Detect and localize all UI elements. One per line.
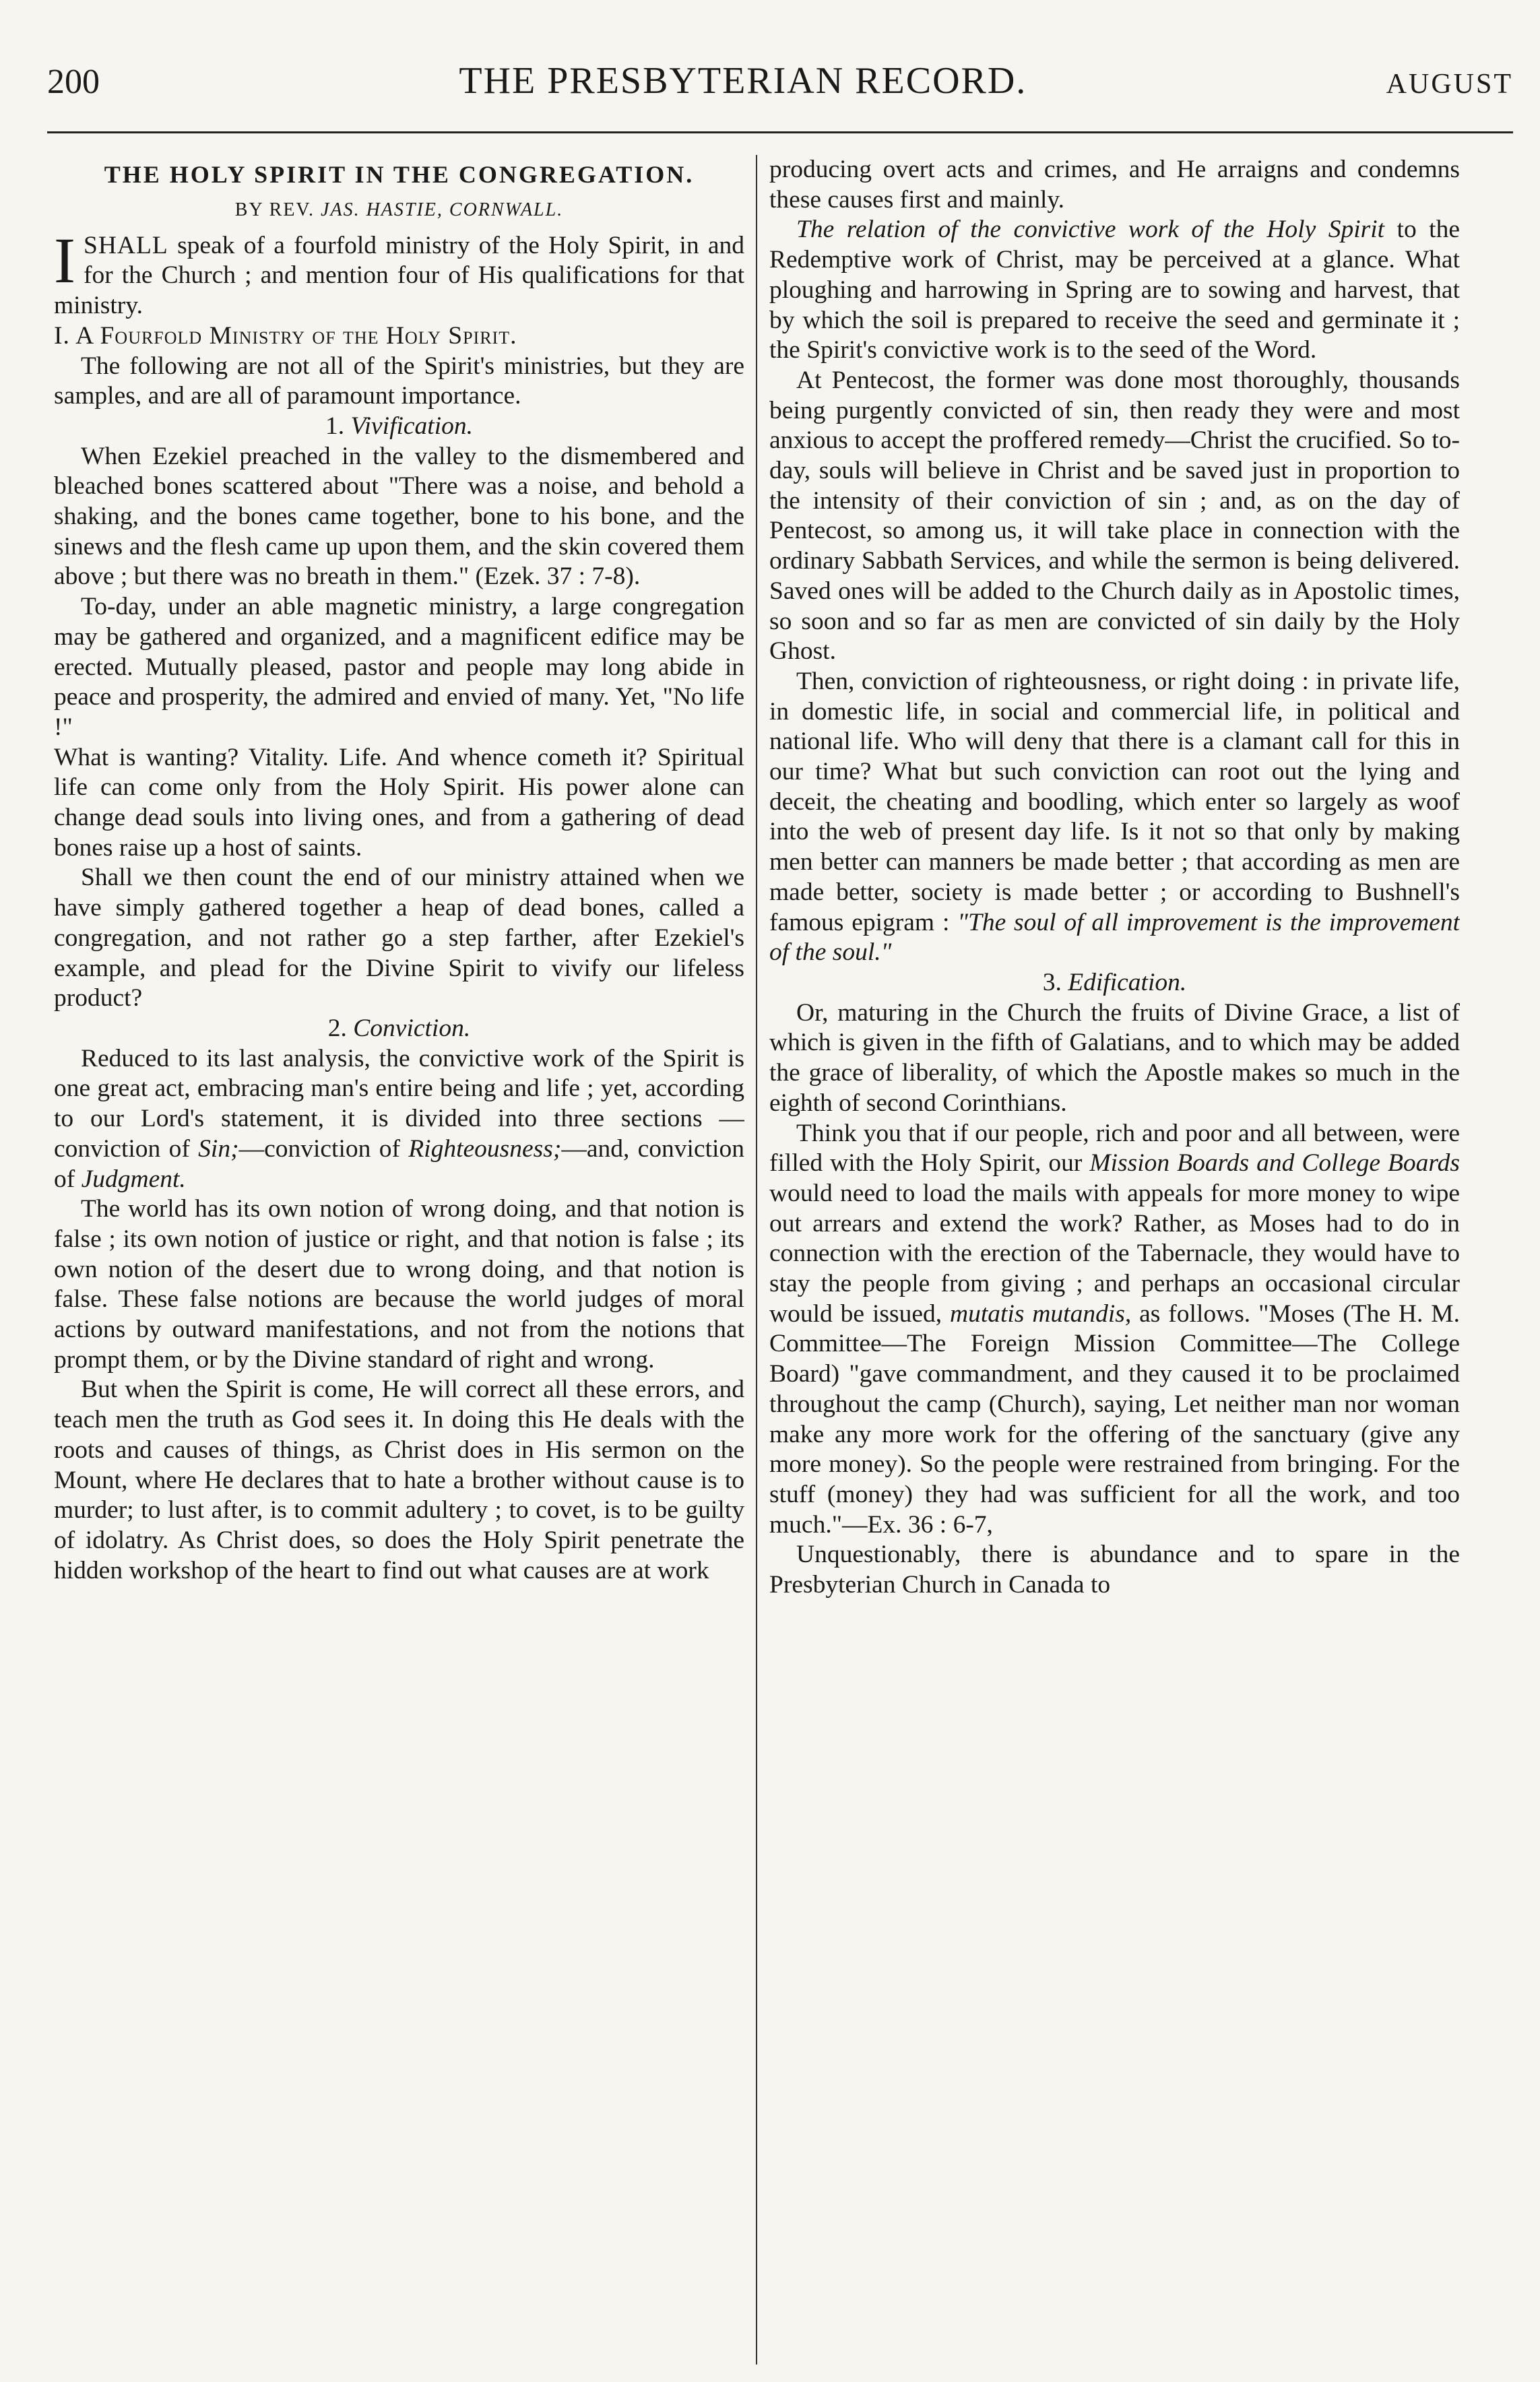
paragraph-unquestionably: Unquestionably, there is abundance and to spare in the Presbyterian Church in Canada to: [769, 1541, 1460, 1599]
issue-month: AUGUST: [1386, 69, 1513, 100]
subhead-number: 1.: [325, 412, 345, 440]
text-run: to the Redemptive work of Christ, may be perceived at a glance. What ploughing and harrowing in Spring are to sowing and harvest, that by which the soil is prepared to receive the seed and germinate it ; the Spirit's convictive work is to the seed of the Word.: [769, 216, 1460, 364]
byline-author: JAS. HASTIE, CORNWALL.: [321, 199, 564, 220]
section-heading: I. A Fourfold Ministry of the Holy Spirit.: [54, 321, 517, 350]
text-run: Think you that if our people, rich and poor and all between, were filled with the Holy Spirit, our: [769, 1119, 1460, 1178]
paragraph-relation: [769, 215, 1460, 366]
intro-lead: SHALL: [83, 231, 168, 259]
emphasis-sin: Sin;: [198, 1134, 239, 1163]
subhead-edification: [769, 968, 1460, 998]
emphasis-epigram: "The soul of all improvement is the improvement of the soul.": [769, 908, 1460, 967]
paragraph-world: The world has its own notion of wrong doing, and that notion is false ; its own notion of justice or right, and that notion is false ; its own notion of the desert due to wrong doing, and that notion is false. These false notions are because the world judges of moral actions by outward manifestations, and not from the notions that prompt them, or by the Divine standard of right and wrong.: [54, 1195, 744, 1374]
left-column: [54, 155, 744, 2358]
text-run: —conviction of: [238, 1134, 409, 1163]
paragraph-reduced: [54, 1044, 744, 1195]
right-column: [769, 155, 1460, 2358]
emphasis-mutatis: mutatis mutandis,: [950, 1299, 1132, 1328]
paragraph-today: To-day, under an able magnetic ministry, a large congregation may be gathered and organized, and a magnificent edifice may be erected. Mutually pleased, pastor and people may long abide in peace and prosperity, the admired and envied of many. Yet, "No life !": [54, 593, 744, 741]
paragraph-following: The following are not all of the Spirit's ministries, but they are samples, and are all of paramount importance.: [54, 352, 744, 410]
emphasis-boards: Mission Boards and College Boards: [1089, 1149, 1460, 1178]
paragraph-think: [769, 1119, 1460, 1541]
paragraph-ezekiel: When Ezekiel preached in the valley to the dismembered and bleached bones scattered about "There was a noise, and behold a shaking, and the bones came together, bone to his bone, and the sinews and the flesh came up upon them, and the skin covered them above ; but there was no breath in them." (Ezek. 37 : 7-8).: [54, 442, 744, 591]
text-run: would need to load the mails with appeals for more money to wipe out arrears and extend the work? Rather, as Moses had to do in connection with the erection of the Tabernacle, they would have to stay the people from giving ; and perhaps an occasional circular would be issued,: [769, 1179, 1460, 1328]
header-rule: [47, 131, 1513, 133]
subhead-title: Conviction.: [353, 1014, 471, 1042]
emphasis-judgment: Judgment.: [81, 1165, 186, 1193]
subhead-title: Vivification.: [350, 412, 474, 440]
page-number: 200: [47, 63, 100, 101]
running-title: THE PRESBYTERIAN RECORD.: [459, 60, 1027, 102]
paragraph-continued: producing overt acts and crimes, and He arraigns and condemns these causes first and mainly.: [769, 156, 1460, 214]
paragraph-then: [769, 667, 1460, 968]
intro-paragraph: [54, 224, 744, 321]
paragraph-shall: Shall we then count the end of our ministry attained when we have simply gathered together a heap of dead bones, called a congregation, and not rather go a step farther, after Ezekiel's example, and plead for the Divine Spirit to vivify our lifeless product?: [54, 864, 744, 1012]
intro-text: speak of a fourfold ministry of the Holy Spirit, in and for the Church ; and mention four of His qualifications for that ministry.: [54, 231, 744, 320]
text-run: as follows. "Moses (The H. M. Committee—The Foreign Mission Committee—The College Board) "gave commandment, and they caused it to be proclaimed throughout the camp (Church), saying, Let neither man nor woman make any more work for the offering of the sanctuary (give any more money). So the people were restrained from bringing. For the stuff (money) they had was sufficient for all the work, and too much."—Ex. 36 : 6-7,: [769, 1299, 1460, 1539]
paragraph-or: Or, maturing in the Church the fruits of Divine Grace, a list of which is given in the fifth of Galatians, and to which may be added the grace of liberality, of which the Apostle makes so much in the eighth of second Corinthians.: [769, 998, 1460, 1117]
column-divider: [756, 155, 757, 2364]
page-header: [47, 59, 1513, 113]
text-run: —and, conviction of: [54, 1134, 744, 1193]
subhead-number: 3.: [1042, 968, 1062, 996]
article-title: THE HOLY SPIRIT IN THE CONGREGATION.: [104, 161, 695, 188]
drop-cap: I: [54, 224, 75, 296]
byline: [54, 195, 744, 226]
subhead-vivification: [54, 412, 744, 442]
emphasis-righteousness: Righteousness;: [408, 1134, 562, 1163]
subhead-number: 2.: [327, 1014, 347, 1042]
paragraph-but: But when the Spirit is come, He will correct all these errors, and teach men the truth as God sees it. In doing this He deals with the roots and causes of things, as Christ does in His sermon on the Mount, where He declares that to hate a brother without cause is to murder; to lust after, is to commit adultery ; to covet, is to be guilty of idolatry. As Christ does, so does the Holy Spirit penetrate the hidden workshop of the heart to find out what causes are at work: [54, 1376, 744, 1584]
byline-prefix: BY REV.: [234, 199, 315, 220]
subhead-title: Edification.: [1068, 968, 1187, 996]
subhead-conviction: [54, 1014, 744, 1044]
text-run: Reduced to its last analysis, the convictive work of the Spirit is one great act, embracing man's entire being and life ; yet, according to our Lord's statement, it is divided into three sections —conviction of: [54, 1044, 744, 1163]
text-run: Then, conviction of righteousness, or right doing : in private life, in domestic life, in social and commercial life, in political and national life. Who will deny that there is a clamant call for this in our time? What but such conviction can root out the lying and deceit, the cheating and boodling, which enter so largely as woof into the web of present day life. Is it not so that only by making men better can manners be made better ; that according as men are made better, society is made better ; or according to Bushnell's famous epigram :: [769, 667, 1460, 936]
paragraph-pentecost: At Pentecost, the former was done most thoroughly, thousands being purgently convicted of sin, then ready they were and most anxious to accept the proffered remedy—Christ the crucified. So to-day, souls will believe in Christ and be saved just in proportion to the intensity of their conviction of sin ; and, as on the day of Pentecost, so among us, it will take place in connection with the ordinary Sabbath Services, and while the sermon is being delivered. Saved ones will be added to the Church daily as in Apostolic times, so soon and so far as men are convicted of sin daily by the Holy Ghost.: [769, 366, 1460, 666]
emphasis-relation: The relation of the convictive work of the Holy Spirit: [796, 216, 1385, 244]
paragraph-wanting: What is wanting? Vitality. Life. And whence cometh it? Spiritual life can come only from the Holy Spirit. His power alone can change dead souls into living ones, and from a gathering of dead bones raise up a host of saints.: [54, 743, 744, 862]
